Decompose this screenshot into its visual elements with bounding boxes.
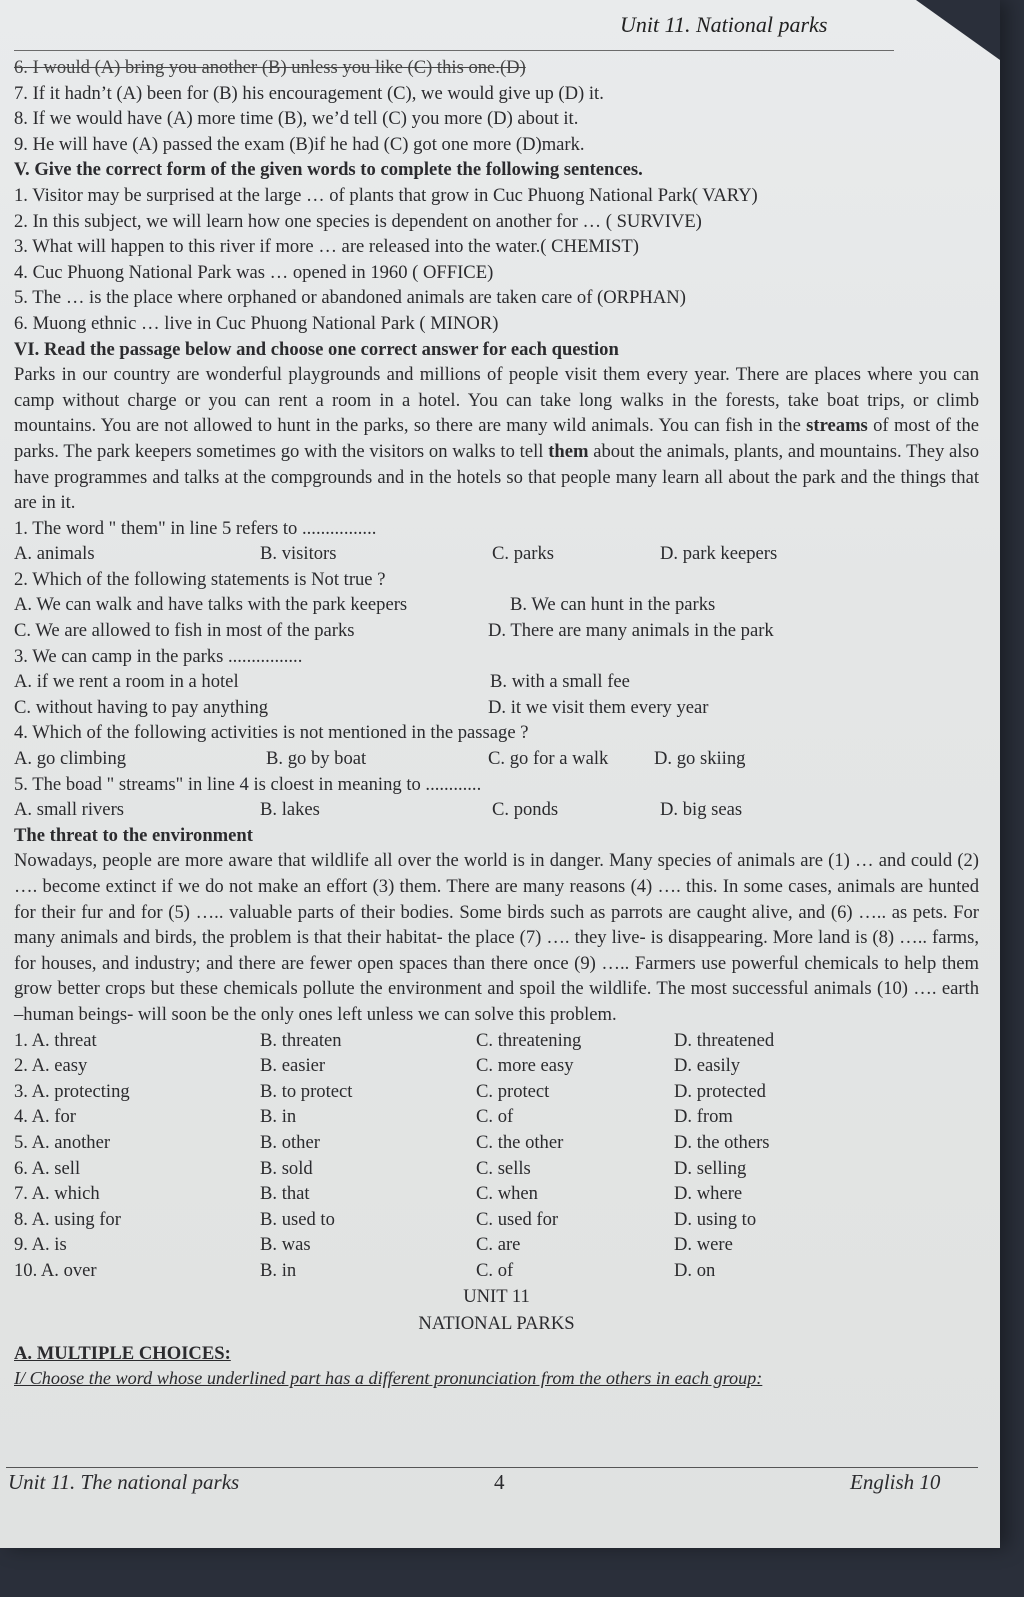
option: C. of xyxy=(476,1106,514,1128)
v-item-6: 6. Muong ethnic … live in Cuc Phuong National Park ( MINOR) xyxy=(14,312,499,334)
option: D. go skiing xyxy=(654,748,746,770)
parks-passage: Parks in our country are wonderful playgrounds and millions of people visit them every year. There are places where you can camp without charge or you can rent a room in a hotel. You can take long walks in the forests, take boat trips, or climb mountains. You are not allowed to hunt in the parks, so there are many wild animals. You can fish in the streams of most of the parks. The park keepers sometimes go with the visitors on walks to tell them about the animals, plants, and mountains. They also have programmes and talks at the compgrounds and in the hotels so that people many learn all about the park and the things that are in it. xyxy=(14,364,979,514)
vi-q2-options-ab xyxy=(14,592,979,618)
option: B. visitors xyxy=(260,543,337,565)
option: 3. A. protecting xyxy=(14,1080,130,1102)
option: 2. A. easy xyxy=(14,1055,88,1077)
option: 10. A. over xyxy=(14,1259,97,1281)
word-them: them xyxy=(548,440,589,462)
option: C. used for xyxy=(476,1208,559,1230)
option: C. go for a walk xyxy=(488,748,609,770)
footer-subject: English 10 xyxy=(850,1470,941,1494)
option: C. We are allowed to fish in most of the parks xyxy=(14,620,355,642)
unit-number: UNIT 11 xyxy=(463,1285,530,1307)
vi-q2-options-cd xyxy=(14,618,979,644)
option: D. from xyxy=(674,1106,733,1128)
option: C. when xyxy=(476,1183,538,1205)
unit-title: NATIONAL PARKS xyxy=(418,1313,575,1335)
option: B. go by boat xyxy=(266,748,367,770)
option: C. the other xyxy=(476,1131,564,1153)
vi-q3-options-cd xyxy=(14,695,979,721)
option: A. go climbing xyxy=(14,748,127,770)
option: C. more easy xyxy=(476,1055,574,1077)
option: D. protected xyxy=(674,1080,766,1102)
vi-q5: 5. The boad " streams" in line 4 is cloest in meaning to ............ xyxy=(14,773,482,795)
vi-q4-options xyxy=(14,746,979,772)
v-item-5: 5. The … is the place where orphaned or abandoned animals are taken care of (ORPHAN) xyxy=(14,287,686,309)
threat-options-10 xyxy=(14,1258,979,1284)
vi-q5-options xyxy=(14,797,979,823)
option: C. without having to pay anything xyxy=(14,696,269,718)
threat-options-3 xyxy=(14,1079,979,1105)
vi-q2: 2. Which of the following statements is Not true ? xyxy=(14,568,386,590)
threat-options-7 xyxy=(14,1181,979,1207)
option: C. protect xyxy=(476,1080,550,1102)
option: B. with a small fee xyxy=(490,671,630,693)
option: B. used to xyxy=(260,1208,335,1230)
option: D. using to xyxy=(674,1208,757,1230)
vi-q3: 3. We can camp in the parks ................ xyxy=(14,645,303,667)
page-header: Unit 11. National parks xyxy=(620,12,828,37)
option: C. of xyxy=(476,1259,514,1281)
word-streams: streams xyxy=(806,415,868,437)
option: D. were xyxy=(674,1234,733,1256)
option: 6. A. sell xyxy=(14,1157,81,1179)
footer-unit: Unit 11. The national parks xyxy=(8,1470,240,1494)
option: B. in xyxy=(260,1259,297,1281)
v-item-2: 2. In this subject, we will learn how one species is dependent on another for … ( SURVIVE) xyxy=(14,210,702,232)
threat-options-1 xyxy=(14,1028,979,1054)
page-number: 4 xyxy=(494,1470,505,1494)
option: B. that xyxy=(260,1183,310,1205)
threat-options-2 xyxy=(14,1053,979,1079)
option: A. We can walk and have talks with the park keepers xyxy=(14,594,408,616)
option: C. sells xyxy=(476,1157,531,1179)
item-7: 7. If it hadn’t (A) been for (B) his encouragement (C), we would give up (D) it. xyxy=(14,82,604,104)
instruction-i: I/ Choose the word whose underlined part has a different pronunciation from the others in each group: xyxy=(14,1368,763,1389)
footer-rule xyxy=(6,1467,978,1468)
option: B. sold xyxy=(260,1157,313,1179)
option: 4. A. for xyxy=(14,1106,76,1128)
item-6: 6. I would (A) bring you another (B) unless you like (C) this one.(D) xyxy=(14,57,526,78)
vi-q1-options xyxy=(14,541,979,567)
threat-passage: Nowadays, people are more aware that wildlife all over the world is in danger. Many species of animals are (1) … and could (2) …. become extinct if we do not make an effort (3) them. There are many reasons (4) …. this. In some cases, animals are hunted for their fur and for (5) ….. valuable parts of their bodies. Some birds such as parrots are caught alive, and (6) ….. as pets. For many animals and birds, the problem is that their habitat- the place (7) …. they live- is disappearing. More land is (8) ….. farms, for houses, and industry; and there are fewer open spaces than there once (9) ….. Farmers use powerful chemicals to help them grow better crops but these chemicals pollute the environment and spoil the wildlife. The most successful animals (10) …. earth –human beings- will soon be the only ones left unless we can solve this problem. xyxy=(14,850,979,1025)
option: 8. A. using for xyxy=(14,1208,121,1230)
option: B. to protect xyxy=(260,1080,353,1102)
option: A. small rivers xyxy=(14,799,124,821)
folded-corner xyxy=(880,0,1000,60)
option: C. are xyxy=(476,1234,521,1256)
threat-options-4 xyxy=(14,1104,979,1130)
threat-options-5 xyxy=(14,1130,979,1156)
item-8: 8. If we would have (A) more time (B), we’d tell (C) you more (D) about it. xyxy=(14,108,579,130)
option: C. threatening xyxy=(476,1029,582,1051)
option: C. parks xyxy=(492,543,554,565)
threat-options-9 xyxy=(14,1232,979,1258)
option: B. easier xyxy=(260,1055,326,1077)
option: B. was xyxy=(260,1234,311,1256)
vi-q3-options-ab xyxy=(14,669,979,695)
option: C. ponds xyxy=(492,799,559,821)
option: A. if we rent a room in a hotel xyxy=(14,671,239,693)
threat-title: The threat to the environment xyxy=(14,824,253,846)
content xyxy=(14,55,979,1392)
option: D. park keepers xyxy=(660,543,778,565)
v-item-1: 1. Visitor may be surprised at the large … of plants that grow in Cuc Phuong National Park( VARY) xyxy=(14,184,758,206)
option: B. in xyxy=(260,1106,297,1128)
option: 9. A. is xyxy=(14,1234,67,1256)
option: 5. A. another xyxy=(14,1131,111,1153)
header-rule xyxy=(14,50,894,51)
v-item-4: 4. Cuc Phuong National Park was … opened in 1960 ( OFFICE) xyxy=(14,261,494,283)
section-vi-title: VI. Read the passage below and choose one correct answer for each question xyxy=(14,338,619,360)
option: A. animals xyxy=(14,543,95,565)
option: D. on xyxy=(674,1259,716,1281)
vi-q4: 4. Which of the following activities is not mentioned in the passage ? xyxy=(14,722,529,744)
threat-options-8 xyxy=(14,1207,979,1233)
option: D. threatened xyxy=(674,1029,775,1051)
option: B. lakes xyxy=(260,799,320,821)
section-v-title: V. Give the correct form of the given words to complete the following sentences. xyxy=(14,159,643,181)
option: D. it we visit them every year xyxy=(488,696,709,718)
option: B. We can hunt in the parks xyxy=(510,594,716,616)
option: D. the others xyxy=(674,1131,770,1153)
v-item-3: 3. What will happen to this river if more … are released into the water.( CHEMIST) xyxy=(14,236,639,258)
option: B. other xyxy=(260,1131,320,1153)
option: 1. A. threat xyxy=(14,1029,97,1051)
option: 7. A. which xyxy=(14,1183,100,1205)
option: D. There are many animals in the park xyxy=(488,620,774,642)
option: D. big seas xyxy=(660,799,743,821)
option: D. selling xyxy=(674,1157,747,1179)
section-a-title: A. MULTIPLE CHOICES: xyxy=(14,1342,231,1364)
option: B. threaten xyxy=(260,1029,342,1051)
option: D. where xyxy=(674,1183,743,1205)
option: D. easily xyxy=(674,1055,741,1077)
vi-q1: 1. The word " them" in line 5 refers to ................ xyxy=(14,517,377,539)
threat-options-6 xyxy=(14,1156,979,1182)
item-9: 9. He will have (A) passed the exam (B)if he had (C) got one more (D)mark. xyxy=(14,133,585,155)
